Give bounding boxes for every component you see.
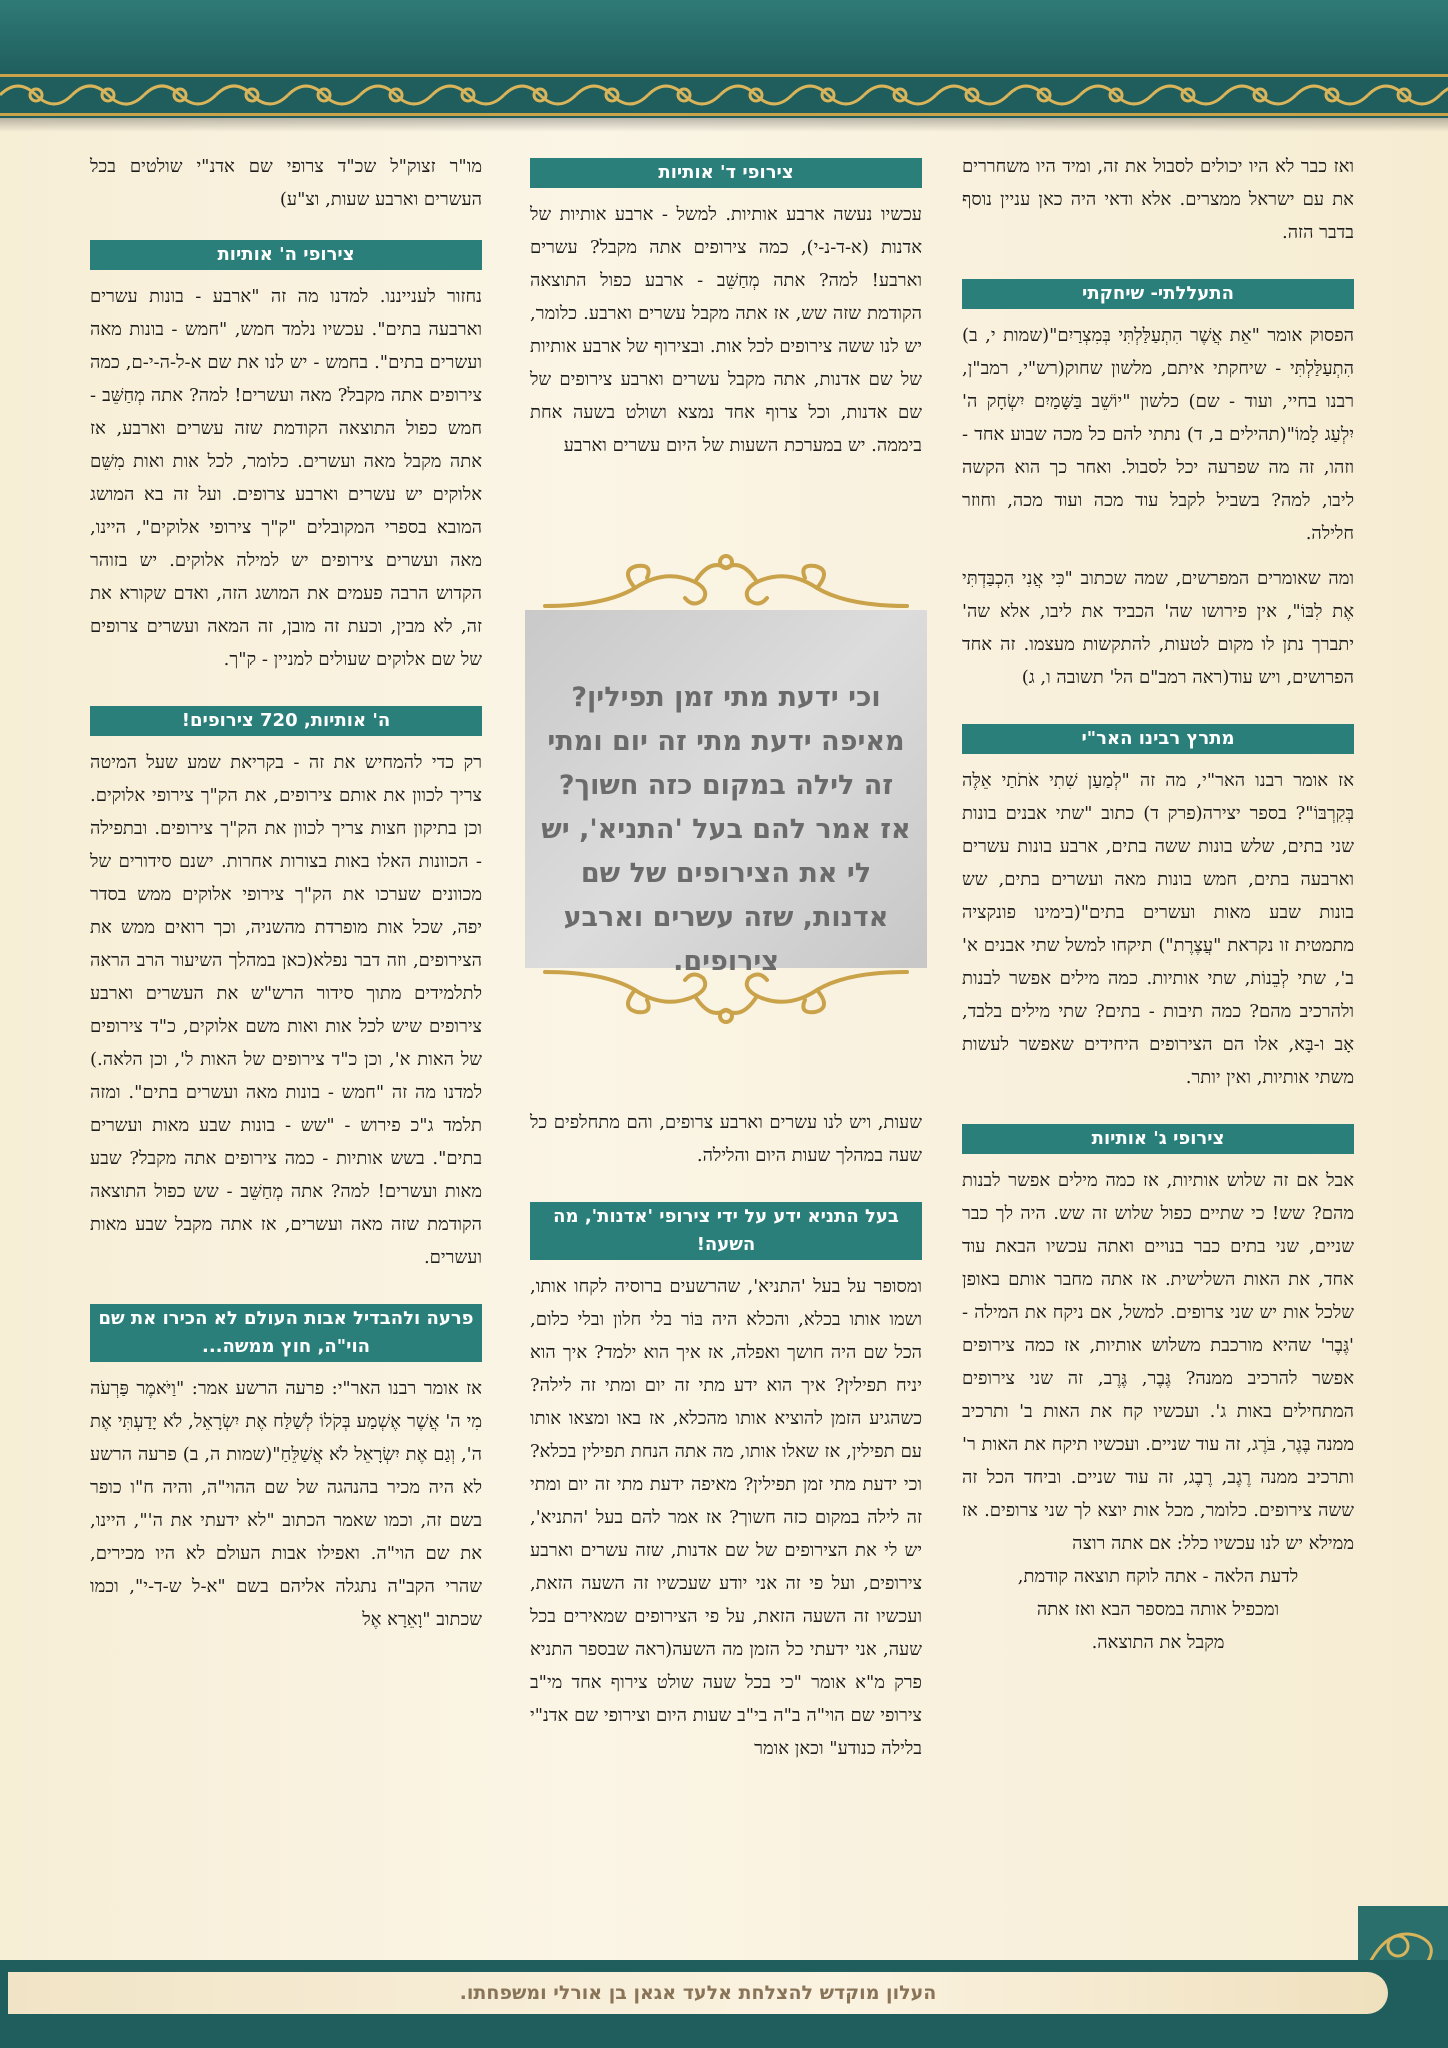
paragraph: אז אומר רבנו האר"י, מה זה "לְמַעַן שִׁתִי אֹתֹתַי אֵלֶּה בְּקִרְבּוֹ"? בספר יצירה(פרק ד) כתוב "שתי אבנים בונות שני בתים, שלש בונות ששה בתים, ארבע בונות עשרים וארבעה בתים, חמש בונות מאה ועשרים בתים, שש בונות שבע מאות ועשרים בתים"(בימינו פונקציה מתמטית זו נקראת "עֲצֶרֶת") תיקחו למשל שתי אבנים א' ב', שתי לְבֵנוֹת, שתי אותיות. כמה מילים אפשר לבנות ולהרכיב מהם? כמה תיבות - בתים? שתי מילים בלבד, אָב ו-בָּא, אלו הם הצירופים היחידים שאפשר לעשות משתי אותיות, ואין יותר. [962,770,1354,1088]
column-left [90,150,482,1648]
gold-ornament-border [0,70,1448,120]
section-heading: התעללתי- שיחקתי [962,279,1354,309]
paragraph-end-line: מקבל את התוצאה. [1091,1632,1225,1653]
paragraph: ואז כבר לא היו יכולים לסבול את זה, ומיד היו משחררים את עם ישראל ממצרים. אלא ודאי היה כאן עניין נוסף בדבר הזה. [962,156,1354,243]
column-middle-lower [530,1106,922,1777]
paragraph: רק כדי להמחיש את זה - בקריאת שמע שעל המיטה צריך לכוון את אותם צירופים, את הק"ך צירופי אלוקים. וכן בתיקון חצות צריך לכוון את הק"ך צירופים. ובתפילה - הכוונות האלו באות בצורות אחרות. ישנם סידורים של מכוונים שערכו את הק"ך צירופי אלוקים ממש בסדר יפה, שכל אות מופרדת מהשניה, וכך רואים ממש את הצירופים, וזה דבר נפלא(כאן במהלך השיעור הרב הראה לתלמידים מתוך סידור הרש"ש את העשרים וארבע צירופים שיש לכל אות ואות משם אלוקים, כ"ד צירופים של האות א', וכן כ"ד צירופים של האות ל', וכן הלאה.) למדנו מה זה "חמש - בונות מאה ועשרים בתים". ומזה תלמד ג"כ פירוש - "שש - בונות שבע מאות ועשרים בתים". בשש אותיות - כמה צירופים אתה מקבל? שבע מאות ועשרים! למה? אתה מְחַשֵּׁב - שש כפול התוצאה הקודמת שזה מאה ועשרים, אז אתה מקבל שבע מאות ועשרים. [90,752,482,1268]
paragraph: ומה שאומרים המפרשים, שמה שכתוב "כִּי אֲנִי הִכְבַּדְתִּי אֶת לִבּוֹ", אין פירושו שה' הכביד את ליבו, אלא שה' יתברך נתן לו מקום לטעות, להתקשות מעצמו. זה אחד הפרושים, ויש עוד(ראה רמב"ם הל' תשובה ו, ג) [962,568,1354,688]
paragraph-end-line: ומכפיל אותה במספר הבא ואז אתה [1036,1599,1280,1620]
column-middle [530,150,922,474]
pull-quote-box [525,548,927,1030]
section-heading: מתרץ רבינו האר"י [962,724,1354,754]
footer-banner [8,1972,1388,2014]
section-heading: צירופי ה' אותיות [90,240,482,270]
paragraph: עכשיו נעשה ארבע אותיות. למשל - ארבע אותיות של אדנות (א-ד-נ-י), כמה צירופים אתה מקבל? עשרים וארבע! למה? אתה מְחַשֵּׁב - ארבע כפול התוצאה הקודמת שזה שש, אז אתה מקבל עשרים וארבע. כלומר, יש לנו ששה צירופים לכל אות. ובצירוף של ארבע אותיות של שם אדנות, אתה מקבל עשרים וארבע צירופים של שם אדנות, וכל צרוף אחד נמצא ושולט בשעה אחת ביממה. יש במערכת השעות של היום עשרים וארבע [530,204,922,456]
swirl-ornament-icon [525,548,927,618]
paragraph: מו"ר זצוק"ל שכ"ד צרופי שם אדנ"י שולטים בכל העשרים וארבע שעות, וצ"ע) [90,156,482,210]
column-right [962,150,1354,1659]
footer-dedication: העלון מוקדש להצלחת אלעד אגאן בן אורלי ומשפחתו. [459,1982,937,2004]
paragraph: ומסופר על בעל 'התניא', שהרשעים ברוסיה לקחו אותו, ושמו אותו בכלא, והכלא היה בּוֹר בלי חלון ובלי כלום, הכל שם היה חושך ואפלה, אז איך הוא ילמד? איך הוא יניח תפילין? איך הוא ידע מתי זה יום ומתי זה לילה? כשהגיע הזמן להוציא אותו מהכלא, אז באו ומצאו אותו עם תפילין, אז שאלו אותו, מה אתה הנחת תפילין בכלא? וכי ידעת מתי זמן תפילין? מאיפה ידעת מתי זה יום ומתי זה לילה במקום כזה חשוך? אז אמר להם בעל 'התניא', יש לי את הצירופים של שם אדנות, שזה עשרים וארבע צירופים, ועל פי זה אני יודע שעכשיו זה השעה הזאת, ועכשיו זה השעה הזאת, על פי הצירופים שמאירים בכל שעה, אני ידעתי כל הזמן מה השעה(ראה שבספר התניא פרק מ"א אומר "כי בכל שעה שולט צירוף אחד מי"ב צירופי שם הוי"ה ב"ה בי"ב שעות היום וצירופי שם אדנ"י בלילה כנודע" וכאן אומר [530,1276,922,1759]
section-heading: בעל התניא ידע על ידי צירופי 'אדנות', מה השעה! [530,1202,922,1260]
section-heading: ה' אותיות, 720 צירופים! [90,706,482,736]
section-heading: צירופי ג' אותיות [962,1124,1354,1154]
paragraph: שעות, ויש לנו עשרים וארבע צרופים, והם מתחלפים כל שעה במהלך שעות היום והלילה. [530,1112,922,1166]
pull-quote-text: וכי ידעת מתי זמן תפילין? מאיפה ידעת מתי זה יום ומתי זה לילה במקום כזה חשוך? אז אמר להם בעל 'התניא', יש לי את הצירופים של שם אדנות, שזה עשרים וארבע צירופים. [541,682,911,977]
paragraph-end-line: לדעת הלאה - אתה לוקח תוצאה קודמת, [1017,1566,1299,1587]
paragraph: אז אומר רבנו האר"י: פרעה הרשע אמר: "וַיֹּאמֶר פַּרְעֹה מִי ה' אֲשֶׁר אֶשְׁמַע בְּקֹלוֹ לְשַׁלַּח אֶת יִשְׂרָאֵל, לֹא יָדַעְתִּי אֶת ה', וְגַם אֶת יִשְׂרָאֵל לֹא אֲשַׁלֵּחַ"(שמות ה, ב) פרעה הרשע לא היה מכיר בהנהגה של שם ההוי"ה, והיה ח"ו כופר בשם זה, וכמו שאמר הכתוב "לא ידעתי את ה'", היינו, את שם הוי"ה. ואפילו אבות העולם לא היו מכירים, שהרי הקב"ה נתגלה אליהם בשם "א-ל ש-ד-י", וכמו שכתוב "וָאֵרָא אֶל [90,1378,482,1630]
paragraph: הפסוק אומר "אֵת אֲשֶׁר הִתְעַלַּלְתִּי בְּמִצְרַיִם"(שמות י, ב) הִתְעַלַּלְתִּי - שיחקתי איתם, מלשון שחוק(רש"י, רמב"ן, רבנו בחיי, ועוד - שם) כלשון "יוֹשֵׁב בַּשָּׁמַיִם יִשְׂחָק ה' יִלְעַג לָמוֹ"(תהילים ב, ד) נתתי להם כל מכה שבוע אחד - וזהו, זה מה שפרעה יכל לסבול. ואחר כך הוא הקשה ליבו, למה? בשביל לקבל עוד מכה ועוד מכה, וחוזר חלילה. [962,325,1354,544]
section-heading: צירופי ד' אותיות [530,158,922,188]
section-heading: פרעה ולהבדיל אבות העולם לא הכירו את שם הוי"ה, חוץ ממשה... [90,1304,482,1362]
paragraph: אבל אם זה שלוש אותיות, אז כמה מילים אפשר לבנות מהם? שש! כי שתיים כפול שלוש זה שש. היה לך כבר שניים, שני בתים כבר בנויים ואתה עכשיו הבאת עוד אחד, את האות השלישית. אז אתה מחבר אותם באופן שלכל אות יש שני צרופים. למשל, אם ניקח את המילה - 'גֶּבֶר' שהיא מורכבת משלוש אותיות, אז כמה צירופים אפשר להרכיב ממנה? גֶּבֶר, גֶּרֶב, זה שני צירופים המתחילים באות ג'. ועכשיו קח את האות ב' ותרכיב ממנה בֶּגֶר, בֹּרֶג, זה עוד שניים. ועכשיו תיקח את האות ר' ותרכיב ממנה רֶגֶב, רֶבֶג, זה עוד שניים. וביחד הכל זה ששה צירופים. כלומר, מכל אות יוצא לך שני צרופים. אז ממילא יש לנו עכשיו כלל: אם אתה רוצה [962,1170,1354,1554]
swirl-ornament-icon [525,960,927,1030]
paragraph: נחזור לענייננו. למדנו מה זה "ארבע - בונות עשרים וארבעה בתים". עכשיו נלמד חמש, "חמש - בונות מאה ועשרים בתים". בחמש - יש לנו את שם א-ל-ה-י-ם, כמה צירופים אתה מקבל? מאה ועשרים! למה? אתה מְחַשֵּׁב - חמש כפול התוצאה הקודמת שזה עשרים וארבע, אז אתה מקבל מאה ועשרים. כלומר, לכל אות ואות מִשֵּׁם אלוקים יש עשרים וארבע צרופים. ועל זה בא המושג המובא בספרי המקובלים "ק"ך צירופי אלוקים", היינו, מאה ועשרים צירופים יש למילה אלוקים. יש בזוהר הקדוש הרבה פעמים את המושג הזה, ואדם שקורא את זה, לא מבין, וכעת זה מובן, זה המאה ועשרים צרופים של שם אלוקים שעולים למניין - ק"ך. [90,286,482,670]
